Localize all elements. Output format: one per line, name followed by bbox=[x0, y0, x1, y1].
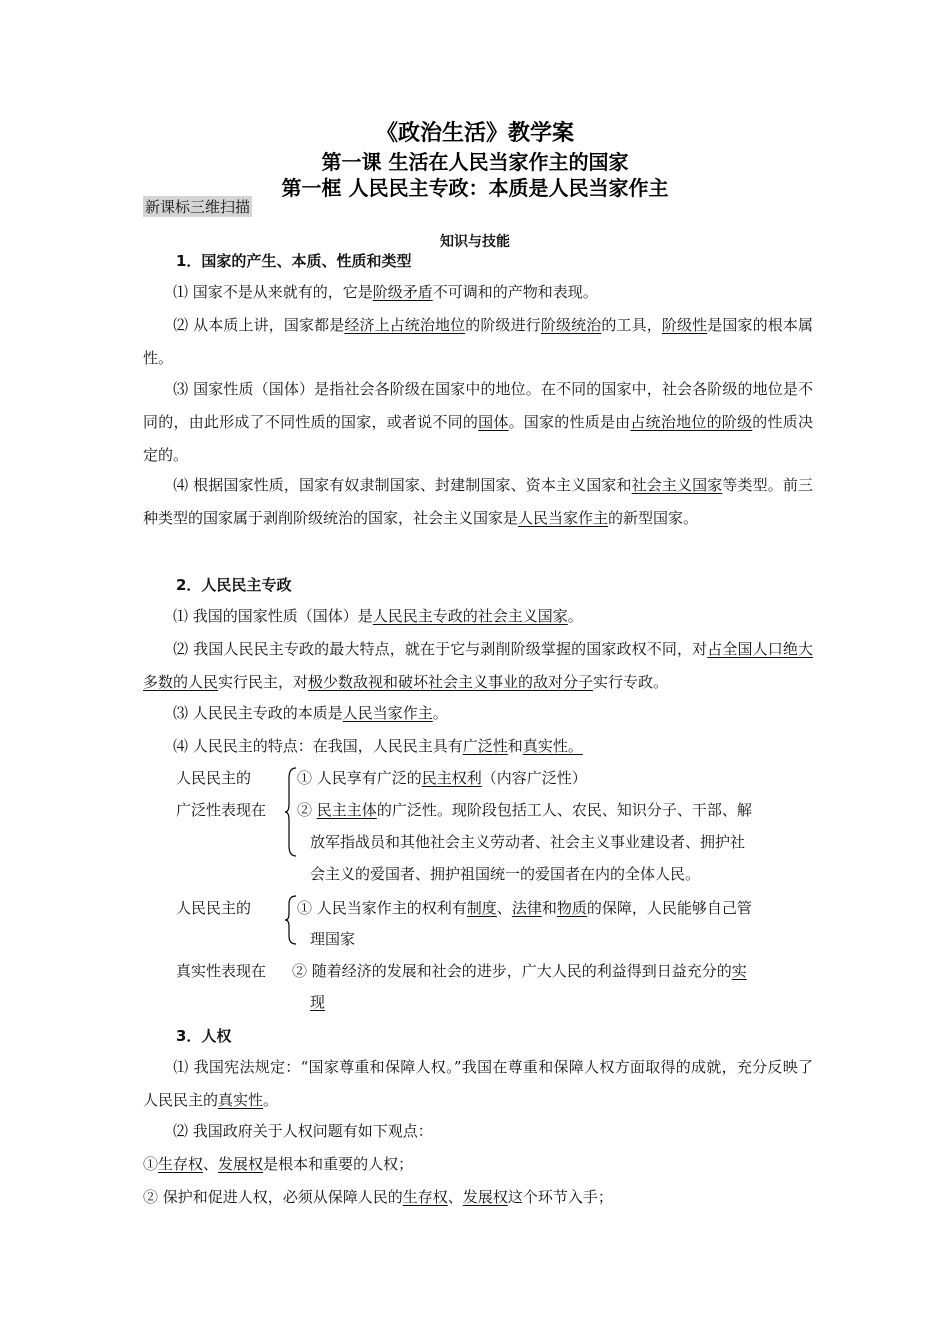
breadth-item-2-line-2: 放军指战员和其他社会主义劳动者、社会主义事业建设者、拥护社 bbox=[310, 833, 746, 851]
frame-title: 第一框 人民民主专政：本质是人民当家作主 bbox=[281, 176, 669, 200]
truth-item-1-line-2: 理国家 bbox=[310, 930, 356, 948]
lesson-title: 第一课 生活在人民当家作主的国家 bbox=[321, 150, 629, 174]
document-title: 《政治生活》教学案 bbox=[375, 121, 574, 146]
s1-paragraph-2: ⑵ 从本质上讲，国家都是经济上占统治地位的阶级进行阶级统治的工具，阶级性是国家的根本属性。 bbox=[143, 316, 813, 367]
s1-paragraph-1: ⑴ 国家不是从来就有的，它是阶级矛盾不可调和的产物和表现。 bbox=[173, 283, 598, 301]
s3-point-2: ② 保护和促进人权，必须从保障人民的生存权、发展权这个环节入手； bbox=[143, 1188, 613, 1206]
s2-paragraph-3: ⑶ 人民民主专政的本质是人民当家作主。 bbox=[173, 704, 448, 722]
section-2-heading: 2．人民民主专政 bbox=[176, 576, 292, 594]
section-3-heading: 3．人权 bbox=[176, 1027, 232, 1045]
breadth-brace bbox=[284, 766, 298, 858]
subheading: 知识与技能 bbox=[440, 234, 510, 250]
s3-paragraph-1: ⑴ 我国宪法规定：“国家尊重和保障人权。”我国在尊重和保障人权方面取得的成就，充分反映了人民民主的真实性。 bbox=[143, 1058, 813, 1109]
s1-paragraph-3: ⑶ 国家性质（国体）是指社会各阶级在国家中的地位。在不同的国家中，社会各阶级的地位是不同的，由此形成了不同性质的国家，或者说不同的国体。国家的性质是由占统治地位的阶级的性质决定的。 bbox=[143, 380, 813, 464]
s2-paragraph-2: ⑵ 我国人民民主专政的最大特点，就在于它与剥削阶级掌握的国家政权不同，对占全国人口绝大多数的人民实行民主，对极少数敌视和破坏社会主义事业的敌对分子实行专政。 bbox=[143, 640, 813, 691]
truth-item-2-line-2: 现 bbox=[310, 993, 326, 1011]
breadth-item-2-line-3: 会主义的爱国者、拥护祖国统一的爱国者在内的全体人民。 bbox=[310, 865, 701, 883]
breadth-item-2: ② 民主主体的广泛性。现阶段包括工人、农民、知识分子、干部、解 bbox=[297, 801, 752, 819]
truth-brace bbox=[284, 894, 298, 946]
truth-label-line-2: 真实性表现在 bbox=[176, 962, 267, 980]
truth-label-line-1: 人民民主的 bbox=[176, 899, 252, 917]
s2-paragraph-4: ⑷ 人民民主的特点：在我国，人民民主具有广泛性和真实性。 bbox=[173, 737, 583, 755]
s1-paragraph-4: ⑷ 根据国家性质，国家有奴隶制国家、封建制国家、资本主义国家和社会主义国家等类型。前三种类型的国家属于剥削阶级统治的国家，社会主义国家是人民当家作主的新型国家。 bbox=[143, 476, 813, 527]
breadth-label-line-2: 广泛性表现在 bbox=[176, 801, 267, 819]
section-1-heading: 1．国家的产生、本质、性质和类型 bbox=[176, 252, 412, 270]
breadth-label-line-1: 人民民主的 bbox=[176, 769, 252, 787]
s3-paragraph-2: ⑵ 我国政府关于人权问题有如下观点： bbox=[173, 1122, 433, 1140]
truth-item-2: ② 随着经济的发展和社会的进步，广大人民的利益得到日益充分的实 bbox=[292, 962, 747, 980]
s2-paragraph-1: ⑴ 我国的国家性质（国体）是人民民主专政的社会主义国家。 bbox=[173, 607, 583, 625]
truth-item-1: ① 人民当家作主的权利有制度、法律和物质的保障，人民能够自己管 bbox=[297, 899, 752, 917]
s3-point-1: ①生存权、发展权是根本和重要的人权； bbox=[143, 1155, 414, 1173]
scan-label: 新课标三维扫描 bbox=[145, 198, 251, 216]
breadth-item-1: ① 人民享有广泛的民主权利（内容广泛性） bbox=[297, 769, 587, 787]
